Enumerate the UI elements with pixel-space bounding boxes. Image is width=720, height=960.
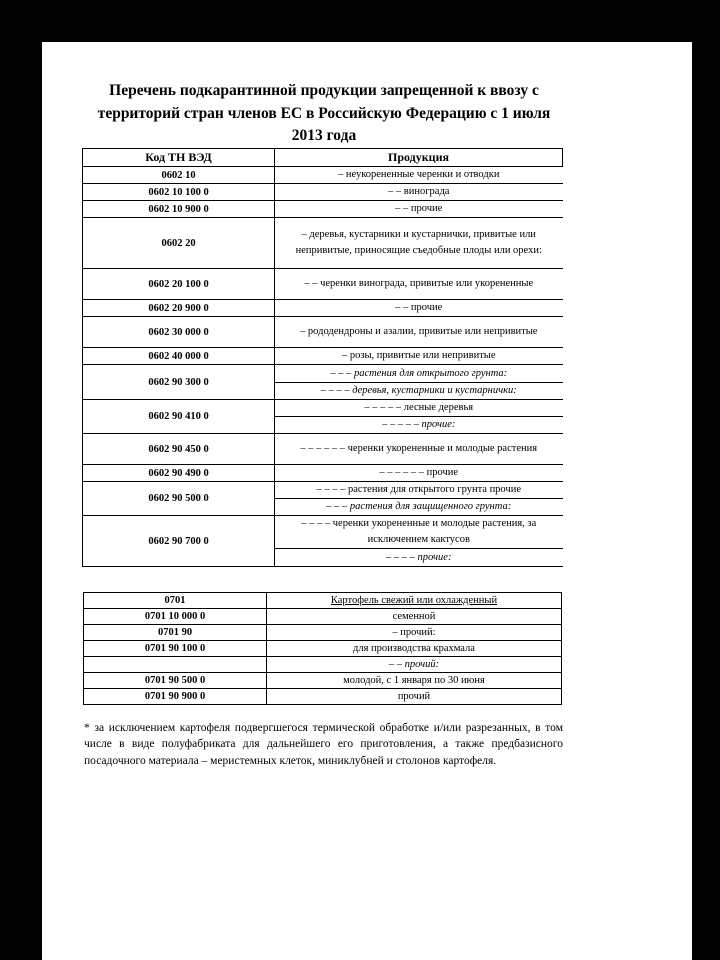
row-code: 0602 90 490 0 <box>83 465 275 482</box>
row-product: – – – – – – черенки укорененные и молодые растения <box>275 434 563 465</box>
row-code: 0602 90 450 0 <box>83 434 275 465</box>
table-row <box>83 465 563 482</box>
row-product <box>267 593 562 609</box>
row-product: – – прочие <box>275 300 563 317</box>
row-code: 0602 10 100 0 <box>83 184 275 201</box>
product-heading: Картофель свежий или охлажденный <box>330 595 498 606</box>
row-product: – деревья, кустарники и кустарнички, привитые или непривитые, приносящие съедобные плоды или орехи: <box>275 218 563 269</box>
row-product: – – – – деревья, кустарники и кустарнички: <box>275 383 563 400</box>
table-row <box>83 300 563 317</box>
row-product: – – – – растения для открытого грунта прочие <box>275 482 563 499</box>
row-code: 0602 10 <box>83 167 275 184</box>
column-header-code: Код ТН ВЭД <box>83 149 275 167</box>
potato-products-table <box>83 592 562 705</box>
table-row <box>83 482 563 499</box>
row-code: 0701 10 000 0 <box>84 609 267 625</box>
table-row <box>84 673 562 689</box>
row-product: – – прочие <box>275 201 563 218</box>
table-row <box>84 593 562 609</box>
row-product: – – винограда <box>275 184 563 201</box>
row-code: 0701 <box>84 593 267 609</box>
table-row <box>83 167 563 184</box>
table-row <box>83 184 563 201</box>
table-row <box>84 641 562 657</box>
row-product: – – – – – лесные деревья <box>275 400 563 417</box>
table-row <box>84 689 562 705</box>
row-product: – – – – – прочие: <box>275 417 563 434</box>
row-product: для производства крахмала <box>267 641 562 657</box>
table-row <box>83 348 563 365</box>
row-product: – – – – прочие: <box>275 549 563 567</box>
row-code: 0602 20 900 0 <box>83 300 275 317</box>
row-code: 0602 90 300 0 <box>83 365 275 400</box>
table-row <box>84 657 562 673</box>
row-code: 0701 90 100 0 <box>84 641 267 657</box>
row-product: – – – растения для открытого грунта: <box>275 365 563 383</box>
row-code: 0701 90 900 0 <box>84 689 267 705</box>
document-title: Перечень подкарантинной продукции запрещенной к ввозу с территорий стран членов ЕС в Российскую Федерацию с 1 июля 2013 года <box>97 82 551 144</box>
row-product: – – черенки винограда, привитые или укорененные <box>275 269 563 300</box>
table-row <box>83 400 563 417</box>
footnote: * за исключением картофеля подвергшегося термической обработке и/или разрезанных, в том числе в виде полуфабриката для дальнейшего его приготовления, а также предбазисного посадочного материала – меристемных клеток, миниклубней и столонов картофеля. <box>84 722 563 767</box>
table-row <box>83 516 563 549</box>
row-code: 0602 20 100 0 <box>83 269 275 300</box>
row-product: – рододендроны и азалии, привитые или непривитые <box>275 317 563 348</box>
row-product: молодой, с 1 января по 30 июня <box>267 673 562 689</box>
table-row <box>83 218 563 269</box>
row-product: – неукорененные черенки и отводки <box>275 167 563 184</box>
row-code: 0701 90 500 0 <box>84 673 267 689</box>
table-header-row <box>83 149 563 167</box>
row-code: 0701 90 <box>84 625 267 641</box>
row-code: 0602 90 700 0 <box>83 516 275 567</box>
row-code: 0602 20 <box>83 218 275 269</box>
row-product: – – – – черенки укорененные и молодые растения, за исключением кактусов <box>275 516 563 549</box>
quarantine-products-table <box>82 148 563 567</box>
table-row <box>83 434 563 465</box>
row-code: 0602 30 000 0 <box>83 317 275 348</box>
row-product: – розы, привитые или непривитые <box>275 348 563 365</box>
column-header-product: Продукция <box>275 149 563 167</box>
row-code: 0602 90 410 0 <box>83 400 275 434</box>
table-row <box>83 201 563 218</box>
table-row <box>84 609 562 625</box>
row-product: – – – – – – прочие <box>275 465 563 482</box>
row-product: – – – растения для защищенного грунта: <box>275 499 563 516</box>
row-code: 0602 40 000 0 <box>83 348 275 365</box>
table-row <box>83 269 563 300</box>
table-row <box>83 365 563 383</box>
row-code: 0602 90 500 0 <box>83 482 275 516</box>
row-product: прочий <box>267 689 562 705</box>
row-product: – – прочий: <box>267 657 562 673</box>
row-product: семенной <box>267 609 562 625</box>
table-row <box>83 317 563 348</box>
row-code: 0602 10 900 0 <box>83 201 275 218</box>
table-row <box>84 625 562 641</box>
row-code <box>84 657 267 673</box>
row-product: – прочий: <box>267 625 562 641</box>
